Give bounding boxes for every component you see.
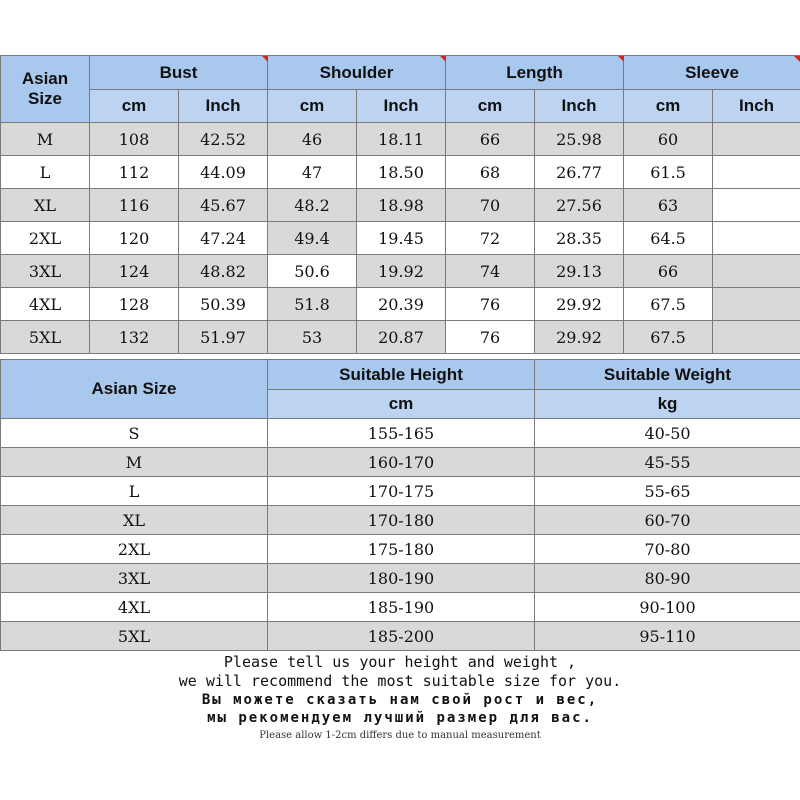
unit-header: cm <box>624 90 713 123</box>
value-cell: 48.82 <box>179 255 268 288</box>
height-cell: 185-200 <box>268 622 535 651</box>
table-row <box>1 593 800 622</box>
value-cell: 29.13 <box>535 255 624 288</box>
sleeve-header: Sleeve <box>624 56 800 90</box>
value-cell: 63 <box>624 189 713 222</box>
table-row <box>1 123 800 156</box>
value-cell: 51.8 <box>268 288 357 321</box>
value-cell: 60 <box>624 123 713 156</box>
value-cell: 68 <box>446 156 535 189</box>
weight-cell: 80-90 <box>535 564 800 593</box>
table-row <box>1 255 800 288</box>
height-cell: 160-170 <box>268 448 535 477</box>
size-cell: L <box>1 156 90 189</box>
value-cell: 42.52 <box>179 123 268 156</box>
table-row <box>1 448 800 477</box>
value-cell: 19.92 <box>357 255 446 288</box>
unit-header: cm <box>268 390 535 419</box>
unit-header: cm <box>268 90 357 123</box>
weight-cell: 95-110 <box>535 622 800 651</box>
value-cell: 66 <box>624 255 713 288</box>
size-cell: 3XL <box>1 564 268 593</box>
advice-line: we will recommend the most suitable size for you. <box>178 672 622 690</box>
value-cell: 132 <box>90 321 179 354</box>
size-cell: L <box>1 477 268 506</box>
value-cell: 72 <box>446 222 535 255</box>
corner-tick-decoration <box>794 56 800 62</box>
value-cell: 116 <box>90 189 179 222</box>
measurement-table <box>0 55 800 354</box>
size-cell: M <box>1 123 90 156</box>
table-row <box>1 419 800 448</box>
size-advice-english <box>0 653 800 691</box>
value-cell: 50.39 <box>179 288 268 321</box>
height-cell: 170-175 <box>268 477 535 506</box>
value-cell: 76 <box>446 288 535 321</box>
value-cell: 20.87 <box>357 321 446 354</box>
value-cell <box>713 321 800 354</box>
table-row <box>1 321 800 354</box>
value-cell: 51.97 <box>179 321 268 354</box>
table-row <box>1 535 800 564</box>
table-row <box>1 156 800 189</box>
value-cell: 67.5 <box>624 321 713 354</box>
weight-cell: 90-100 <box>535 593 800 622</box>
suitable-height-header: Suitable Height <box>268 360 535 390</box>
size-cell: 4XL <box>1 288 90 321</box>
unit-header: Inch <box>179 90 268 123</box>
height-cell: 185-190 <box>268 593 535 622</box>
value-cell: 66 <box>446 123 535 156</box>
size-cell: 5XL <box>1 321 90 354</box>
height-cell: 175-180 <box>268 535 535 564</box>
size-cell: M <box>1 448 268 477</box>
measurement-disclaimer: Please allow 1-2cm differs due to manual measurement <box>259 730 541 741</box>
value-cell: 108 <box>90 123 179 156</box>
value-cell: 28.35 <box>535 222 624 255</box>
value-cell: 48.2 <box>268 189 357 222</box>
value-cell: 18.11 <box>357 123 446 156</box>
weight-cell: 45-55 <box>535 448 800 477</box>
unit-header: Inch <box>713 90 800 123</box>
value-cell: 70 <box>446 189 535 222</box>
value-cell: 25.98 <box>535 123 624 156</box>
value-cell: 18.50 <box>357 156 446 189</box>
value-cell <box>713 222 800 255</box>
height-cell: 170-180 <box>268 506 535 535</box>
weight-cell: 70-80 <box>535 535 800 564</box>
value-cell: 49.4 <box>268 222 357 255</box>
table-row <box>1 288 800 321</box>
value-cell: 44.09 <box>179 156 268 189</box>
unit-header: kg <box>535 390 800 419</box>
table-row <box>1 622 800 651</box>
asian-size-header-line2: Size <box>27 89 63 108</box>
shoulder-header: Shoulder <box>268 56 446 90</box>
value-cell: 27.56 <box>535 189 624 222</box>
value-cell: 47 <box>268 156 357 189</box>
value-cell <box>713 156 800 189</box>
value-cell: 29.92 <box>535 321 624 354</box>
weight-cell: 40-50 <box>535 419 800 448</box>
corner-tick-decoration <box>262 56 268 62</box>
fit-recommendation-table <box>0 359 800 651</box>
unit-header: cm <box>90 90 179 123</box>
unit-header: Inch <box>357 90 446 123</box>
corner-tick-decoration <box>618 56 624 62</box>
size-cell: 2XL <box>1 222 90 255</box>
table-row <box>1 564 800 593</box>
table-row <box>1 506 800 535</box>
height-cell: 155-165 <box>268 419 535 448</box>
value-cell: 29.92 <box>535 288 624 321</box>
asian-size-header: Asian Size <box>1 360 268 419</box>
value-cell: 45.67 <box>179 189 268 222</box>
advice-line: мы рекомендуем лучший размер для вас. <box>207 710 593 726</box>
value-cell <box>713 123 800 156</box>
value-cell: 53 <box>268 321 357 354</box>
corner-tick-decoration <box>440 56 446 62</box>
size-cell: XL <box>1 189 90 222</box>
size-cell: XL <box>1 506 268 535</box>
value-cell: 20.39 <box>357 288 446 321</box>
unit-header: cm <box>446 90 535 123</box>
weight-cell: 55-65 <box>535 477 800 506</box>
size-cell: 4XL <box>1 593 268 622</box>
value-cell: 19.45 <box>357 222 446 255</box>
suitable-weight-header: Suitable Weight <box>535 360 800 390</box>
size-cell: S <box>1 419 268 448</box>
value-cell: 76 <box>446 321 535 354</box>
size-advice-russian <box>0 691 800 727</box>
value-cell: 67.5 <box>624 288 713 321</box>
value-cell: 120 <box>90 222 179 255</box>
size-cell: 2XL <box>1 535 268 564</box>
value-cell <box>713 288 800 321</box>
value-cell: 64.5 <box>624 222 713 255</box>
value-cell: 26.77 <box>535 156 624 189</box>
table-row <box>1 189 800 222</box>
table-row <box>1 222 800 255</box>
value-cell: 61.5 <box>624 156 713 189</box>
value-cell: 47.24 <box>179 222 268 255</box>
value-cell <box>713 189 800 222</box>
table-row <box>1 477 800 506</box>
value-cell: 128 <box>90 288 179 321</box>
size-cell: 5XL <box>1 622 268 651</box>
length-header: Length <box>446 56 624 90</box>
value-cell: 112 <box>90 156 179 189</box>
asian-size-header <box>1 56 90 123</box>
unit-header: Inch <box>535 90 624 123</box>
value-cell: 74 <box>446 255 535 288</box>
size-cell: 3XL <box>1 255 90 288</box>
value-cell: 50.6 <box>268 255 357 288</box>
value-cell <box>713 255 800 288</box>
advice-line: Вы можете сказать нам свой рост и вес, <box>201 692 599 708</box>
bust-header: Bust <box>90 56 268 90</box>
asian-size-header-line1: Asian <box>21 69 69 88</box>
value-cell: 46 <box>268 123 357 156</box>
weight-cell: 60-70 <box>535 506 800 535</box>
value-cell: 18.98 <box>357 189 446 222</box>
height-cell: 180-190 <box>268 564 535 593</box>
value-cell: 124 <box>90 255 179 288</box>
advice-line: Please tell us your height and weight , <box>223 653 577 671</box>
